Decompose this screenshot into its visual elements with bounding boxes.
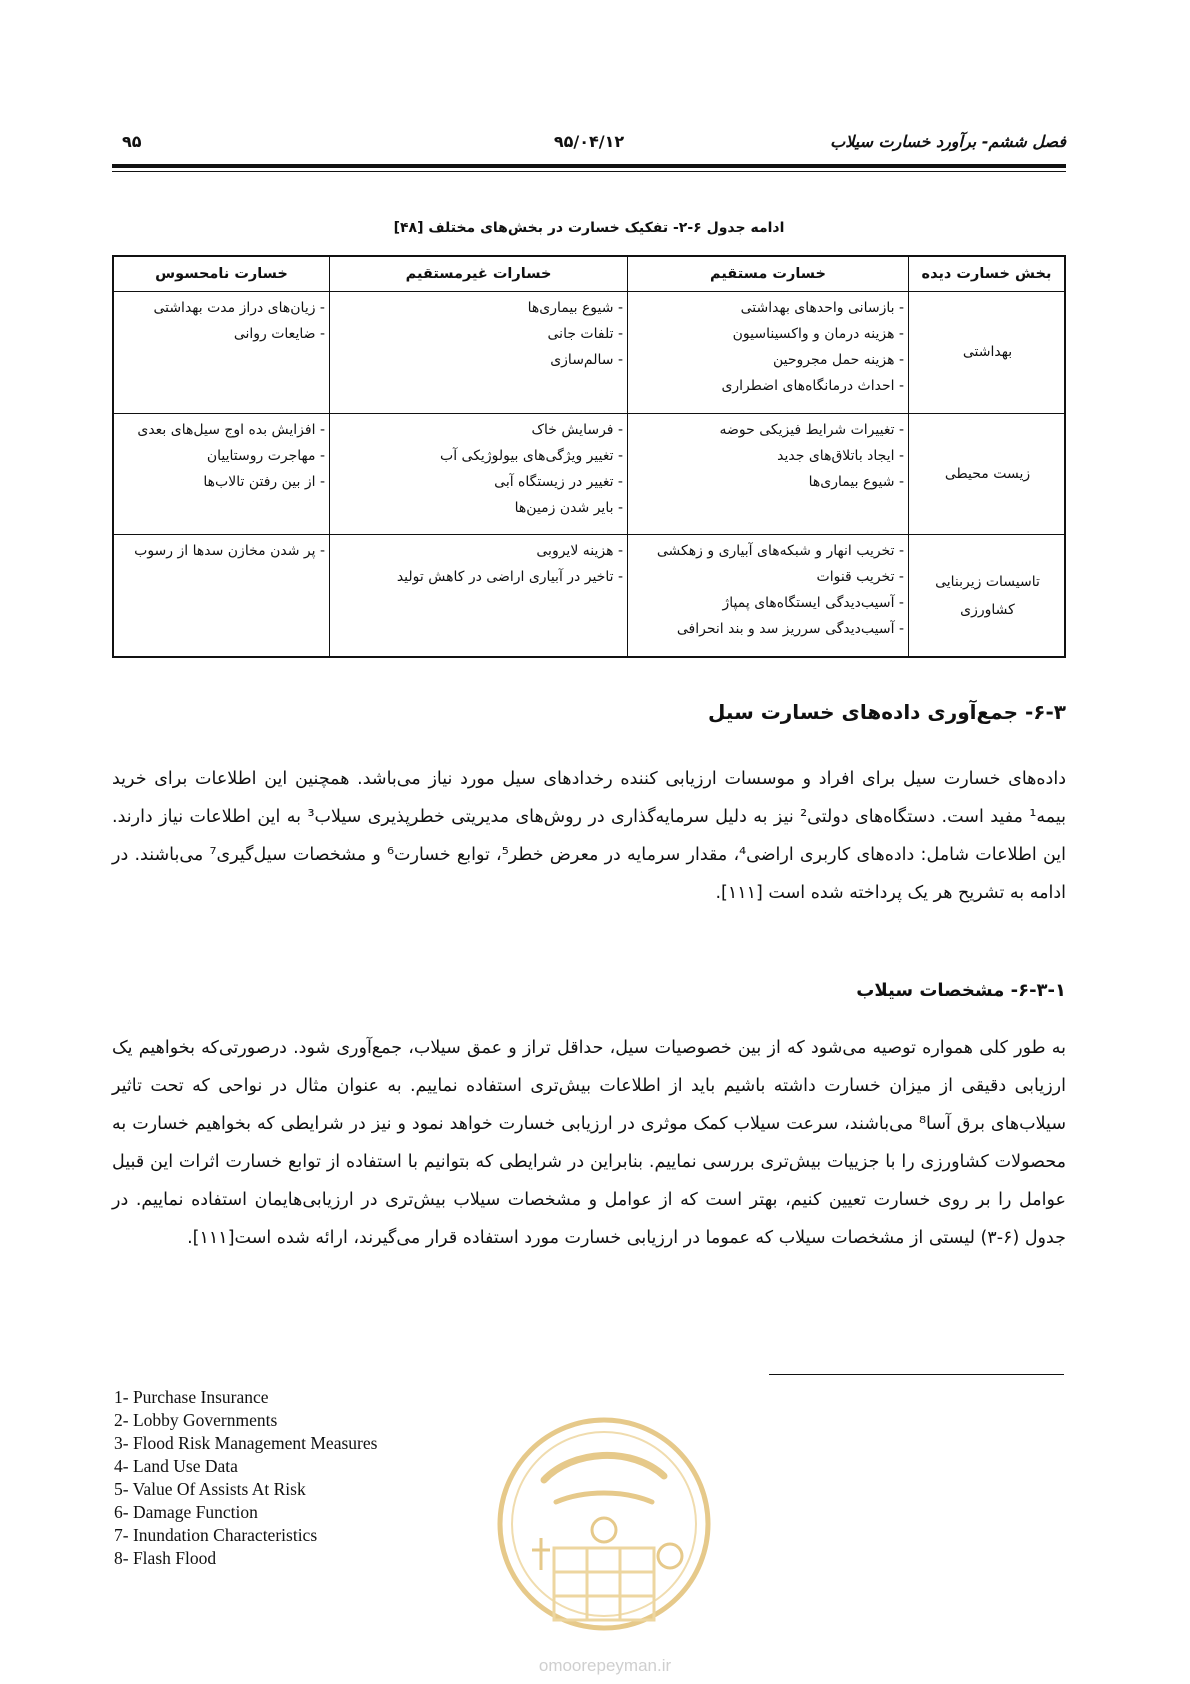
table-caption: ادامه جدول ۶-۲- تفکیک خسارت در بخش‌های مختلف [۴۸] [393,220,785,236]
list-item: - فرسایش خاک [531,421,623,438]
footnote-rule [769,1374,1064,1375]
list-item: - مهاجرت روستاییان [206,447,325,464]
intangible-cell [113,292,330,414]
watermark-site: omoorepeyman.ir [538,1656,672,1675]
footnote-item: 6- Damage Function [114,1502,258,1522]
list-item: - تغییر ویژگی‌های بیولوژیکی آب [440,447,623,464]
list-item: - افزایش بده اوج سیل‌های بعدی [137,421,325,438]
damage-table [112,255,1066,658]
list-item: - احداث درمانگاه‌های اضطراری [721,378,904,394]
sector-cell: بهداشتی [909,292,1066,414]
list-item: - هزینه لایروبی [536,543,623,560]
list-item: - هزینه حمل مجروحین [772,352,904,368]
section-paragraph: داده‌های خسارت سیل برای افراد و موسسات ارزیابی کننده رخدادهای سیل مورد نیاز می‌باشد. همچنین این اطلاعات برای خرید بیمه¹ مفید است. دستگاه‌های دولتی² نیز به دلیل سرمایه‌گذاری در روش‌های مدیریتی خطرپذیری سیلاب³ به این اطلاعات نیاز دارند. این اطلاعات شامل: داده‌های کاربری اراضی⁴، مقدار سرمایه در معرض خطر⁵، توابع خسارت⁶ و مشخصات سیل‌گیری⁷ می‌باشند. در ادامه به تشریح هر یک پرداخته شده است [۱۱۱]. [112,769,1066,903]
list-item: - زیان‌های دراز مدت بهداشتی [153,300,325,316]
watermark-seal-icon [492,1410,716,1642]
list-item: - آسیب‌دیدگی سرریز سد و بند انحرافی [676,621,904,638]
list-item: - سالم‌سازی [550,352,623,368]
sector-cell: تاسیسات زیربنایی کشاورزی [909,535,1066,657]
footnote-item: 5- Value Of Assists At Risk [114,1479,306,1499]
table-row [113,413,1065,535]
footnote-item: 8- Flash Flood [114,1548,217,1568]
intangible-cell [113,413,330,535]
list-item: - تلفات جانی [547,326,623,342]
footnote-item: 2- Lobby Governments [114,1410,278,1430]
chapter-title: فصل ششم- برآورد خسارت سیلاب [830,132,1066,151]
list-item: - آسیب‌دیدگی ایستگاه‌های پمپاژ [722,595,904,612]
list-item: - تغییر در زیستگاه آبی [494,473,623,490]
footnote-item: 1- Purchase Insurance [114,1387,269,1407]
list-item: - هزینه درمان و واکسیناسیون [732,326,904,342]
header-intangible: خسارت نامحسوس [113,256,330,292]
header-rule-thin [112,171,1066,172]
list-item: - از بین رفتن تالاب‌ها [203,473,325,490]
header-direct: خسارت مستقیم [628,256,909,292]
page-header [112,132,1066,156]
list-item: - شیوع بیماری‌ها [527,300,623,316]
footnote-item: 7- Inundation Characteristics [114,1525,318,1545]
list-item: - تغییرات شرایط فیزیکی حوضه [719,421,904,438]
footnote-item: 4- Land Use Data [114,1456,238,1476]
direct-cell [628,413,909,535]
document-code: ۹۵/۰۴/۱۲ [553,132,625,151]
footnote-item: 3- Flood Risk Management Measures [114,1433,378,1453]
section-title: ۶-۳- جمع‌آوری داده‌های خسارت سیل [708,700,1066,724]
list-item: - شیوع بیماری‌ها [808,473,904,490]
indirect-cell [330,413,628,535]
header-sector: بخش خسارت دیده [909,256,1066,292]
list-item: - پر شدن مخازن سدها از رسوب [134,543,325,560]
page-number: ۹۵ [122,132,142,151]
header-indirect: خسارات غیرمستقیم [330,256,628,292]
list-item: - تاخیر در آبیاری اراضی در کاهش تولید [396,569,623,586]
table-header-row [113,256,1065,292]
direct-cell [628,292,909,414]
table-row [113,535,1065,657]
list-item: - ایجاد باتلاق‌های جدید [777,447,904,464]
list-item: - ضایعات روانی [233,326,325,342]
sector-cell: زیست محیطی [909,413,1066,535]
indirect-cell [330,535,628,657]
table-row [113,292,1065,414]
direct-cell [628,535,909,657]
subsection-title: ۶-۳-۱- مشخصات سیلاب [856,980,1066,1001]
list-item: - بازسانی واحدهای بهداشتی [740,300,904,316]
indirect-cell [330,292,628,414]
intangible-cell [113,535,330,657]
list-item: - تخریب انهار و شبکه‌های آبیاری و زهکشی [656,543,904,560]
subsection-paragraph: به طور کلی همواره توصیه می‌شود که از بین خصوصیات سیل، حداقل تراز و عمق سیلاب، جمع‌آوری شود. درصورتی‌که بخواهیم یک ارزیابی دقیقی از میزان خسارت داشته باشیم باید از اطلاعات بیش‌تری استفاده نماییم. به عنوان مثال در نواحی که تحت تاثیر سیلاب‌های برق آسا⁸ می‌باشند، سرعت سیلاب کمک موثری در ارزیابی خسارت خواهد نمود و نیز در شرایطی که بخواهیم خسارت به محصولات کشاورزی را با جزییات بیش‌تری بررسی نماییم. بنابراین در شرایطی که بتوانیم با استفاده از توابع خسارت اثرات این قبیل عوامل را بر روی خسارت تعیین کنیم، بهتر است که از عوامل و مشخصات سیلاب بیش‌تری در ارزیابی‌هایمان استفاده نماییم. در جدول (۶-۳) لیستی از مشخصات سیلاب که عموما در ارزیابی خسارت مورد استفاده قرار می‌گیرند، ارائه شده است[۱۱۱]. [112,1038,1066,1248]
list-item: - بایر شدن زمین‌ها [514,499,623,516]
header-rule-thick [112,164,1066,168]
list-item: - تخریب قنوات [816,569,904,586]
